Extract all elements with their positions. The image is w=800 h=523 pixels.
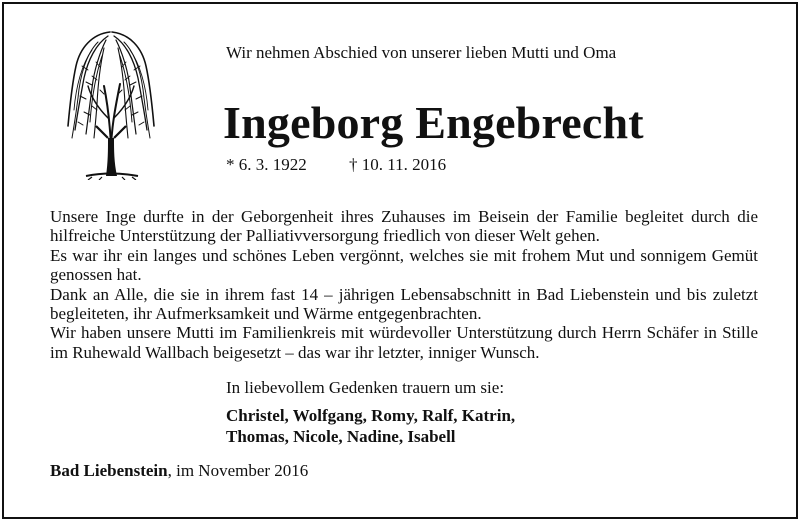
obituary-notice	[2, 2, 798, 519]
mourners-line: Thomas, Nicole, Nadine, Isabell	[226, 427, 456, 446]
intro-line: Wir nehmen Abschied von unserer lieben Mutti und Oma	[226, 43, 617, 62]
mourners-list	[226, 405, 515, 447]
deceased-name: Ingeborg Engebrecht	[223, 97, 644, 148]
paragraph: Es war ihr ein langes und schönes Leben vergönnt, welches sie mit frohem Mut und sonnigem Gemüt genossen hat.	[50, 245, 758, 285]
life-dates	[226, 155, 446, 175]
date-line: , im November 2016	[167, 461, 309, 480]
paragraph: Unsere Inge durfte in der Geborgenheit ihres Zuhauses im Beisein der Familie begleitet durch die hilfreiche Unterstützung der Palliativversorgung friedlich von dieser Welt gehen.	[50, 207, 758, 246]
mourning-intro: In liebevollem Gedenken trauern um sie:	[226, 378, 505, 397]
weeping-willow-tree-icon	[62, 26, 160, 180]
place-date-footer	[50, 461, 308, 481]
paragraph: Dank an Alle, die sie in ihrem fast 14 – jährigen Lebensabschnitt in Bad Liebenstein und bis zuletzt begleiteten, ihr Aufmerksamkeit und Wärme entgegenbrachten.	[50, 284, 758, 324]
place: Bad Liebenstein	[50, 461, 168, 480]
birth-date: * 6. 3. 1922	[226, 155, 307, 174]
obituary-text	[50, 207, 758, 362]
paragraph: Wir haben unsere Mutti im Familienkreis mit würdevoller Unterstützung durch Herrn Schäfer in Stille im Ruhewald Wallbach beigesetzt – das war ihr letzter, inniger Wunsch.	[50, 323, 758, 362]
death-date: † 10. 11. 2016	[349, 155, 447, 174]
mourners-line: Christel, Wolfgang, Romy, Ralf, Katrin,	[226, 406, 516, 425]
